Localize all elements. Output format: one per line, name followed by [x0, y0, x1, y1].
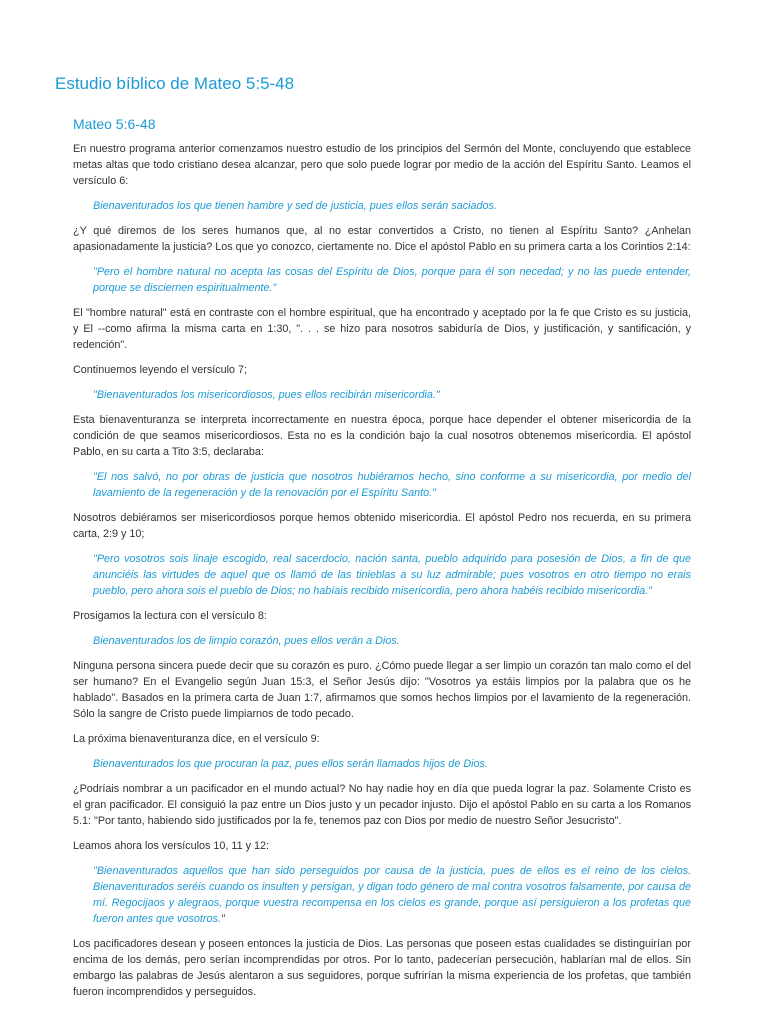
paragraph: ¿Y qué diremos de los seres humanos que, al no estar convertidos a Cristo, no tienen al Espíritu Santo? ¿Anhelan apasionadamente la justicia? Los que yo conozco, ciertamente no. Dice el apóstol Pablo en su primera carta a los Corintios 2:14: — [73, 225, 691, 253]
scripture-quote — [93, 863, 691, 927]
paragraph: La próxima bienaventuranza dice, en el versículo 9: — [73, 733, 320, 745]
paragraph: Ninguna persona sincera puede decir que su corazón es puro. ¿Cómo puede llegar a ser limpio un corazón tan malo como el del ser humano? En el Evangelio según Juan 15:3, el Señor Jesús dijo: "Vosotros ya estáis limpios por la palabra que os he hablado". Basados en la primera carta de Juan 1:7, afirmamos que somos hechos limpios por el lavamiento de la regeneración. Sólo la sangre de Cristo puede limpiarnos de todo pecado. — [73, 660, 691, 720]
scripture-quote: "El nos salvó, no por obras de justicia que nosotros hubiéramos hecho, sino conforme a su misericordia, por medio del lavamiento de la regeneración y de la renovación por el Espíritu Santo." — [93, 471, 691, 499]
scripture-quote-closing-mark: " — [220, 913, 225, 925]
paragraph: En nuestro programa anterior comenzamos nuestro estudio de los principios del Sermón del Monte, concluyendo que establece metas altas que todo cristiano desea alcanzar, pero que solo puede lograr por medio de la acción del Espíritu Santo. Leamos el versículo 6: — [73, 143, 691, 187]
scripture-quote: Bienaventurados los que procuran la paz, pues ellos serán llamados hijos de Dios. — [93, 758, 488, 770]
paragraph: Los pacificadores desean y poseen entonces la justicia de Dios. Las personas que poseen estas cualidades se distinguirían por encima de los demás, pero serían incomprendidas por otros. Por lo tanto, padecerían persecución, hablarían mal de ellos. Sin embargo las palabras de Jesús alentaron a sus seguidores, porque sufrirían la misma experiencia de los profetas, que también fueron incomprendidos y perseguidos. — [73, 938, 691, 998]
scripture-quote: Bienaventurados los de limpio corazón, pues ellos verán a Dios. — [93, 635, 400, 647]
paragraph: Leamos ahora los versículos 10, 11 y 12: — [73, 840, 270, 852]
scripture-quote-text: "Bienaventurados aquellos que han sido perseguidos por causa de la justicia, pues de ellos es el reino de los cielos. Bienaventurados seréis cuando os insulten y persigan, y digan todo género de mal contra vosotros falsamente, por causa de mí. Regocijaos y alegraos, porque vuestra recompensa en los cielos es grande, porque así persiguieron a los profetas que fueron antes que vosotros. — [93, 865, 691, 925]
scripture-quote: "Bienaventurados los misericordiosos, pues ellos recibirán misericordia." — [93, 389, 440, 401]
scripture-quote: "Pero el hombre natural no acepta las cosas del Espíritu de Dios, porque para él son necedad; y no las puede entender, porque se disciernen espiritualmente." — [93, 266, 691, 294]
scripture-quote: "Pero vosotros sois linaje escogido, real sacerdocio, nación santa, pueblo adquirido para posesión de Dios, a fin de que anunciéis las virtudes de aquel que os llamó de las tinieblas a su luz admirable; pues vosotros en otro tiempo no erais pueblo, pero ahora sois el pueblo de Dios; no habíais recibido misericordia, pero ahora habéis recibido misericordia." — [93, 553, 691, 597]
paragraph: ¿Podríais nombrar a un pacificador en el mundo actual? No hay nadie hoy en día que pueda lograr la paz. Solamente Cristo es el gran pacificador. El consiguió la paz entre un Dios justo y un pecador injusto. Dijo el apóstol Pablo en su carta a los Romanos 5.1: "Por tanto, habiendo sido justificados por la fe, tenemos paz con Dios por medio de nuestro Señor Jesucristo". — [73, 783, 691, 827]
paragraph: Esta bienaventuranza se interpreta incorrectamente en nuestra época, porque hace depender el obtener misericordia de la condición de que seamos misericordiosos. Esta no es la condición bajo la cual nosotros obtenemos misericordia. El apóstol Pablo, en su carta a Tito 3:5, declaraba: — [73, 414, 691, 458]
document-body — [73, 114, 691, 1009]
page-title: Estudio bíblico de Mateo 5:5-48 — [55, 74, 295, 93]
scripture-quote: Bienaventurados los que tienen hambre y sed de justicia, pues ellos serán saciados. — [93, 200, 497, 212]
section-heading: Mateo 5:6-48 — [73, 116, 156, 132]
paragraph: Prosigamos la lectura con el versículo 8: — [73, 610, 267, 622]
paragraph: Continuemos leyendo el versículo 7; — [73, 364, 248, 376]
paragraph: Nosotros debiéramos ser misericordiosos porque hemos obtenido misericordia. El apóstol Pedro nos recuerda, en su primera carta, 2:9 y 10; — [73, 512, 691, 540]
paragraph: El "hombre natural" está en contraste con el hombre espiritual, que ha encontrado y aceptado por la fe que Cristo es su justicia, y El --como afirma la misma carta en 1:30, ". . . se hizo para nosotros sabiduría de Dios, y justificación, y santificación, y redención". — [73, 307, 691, 351]
